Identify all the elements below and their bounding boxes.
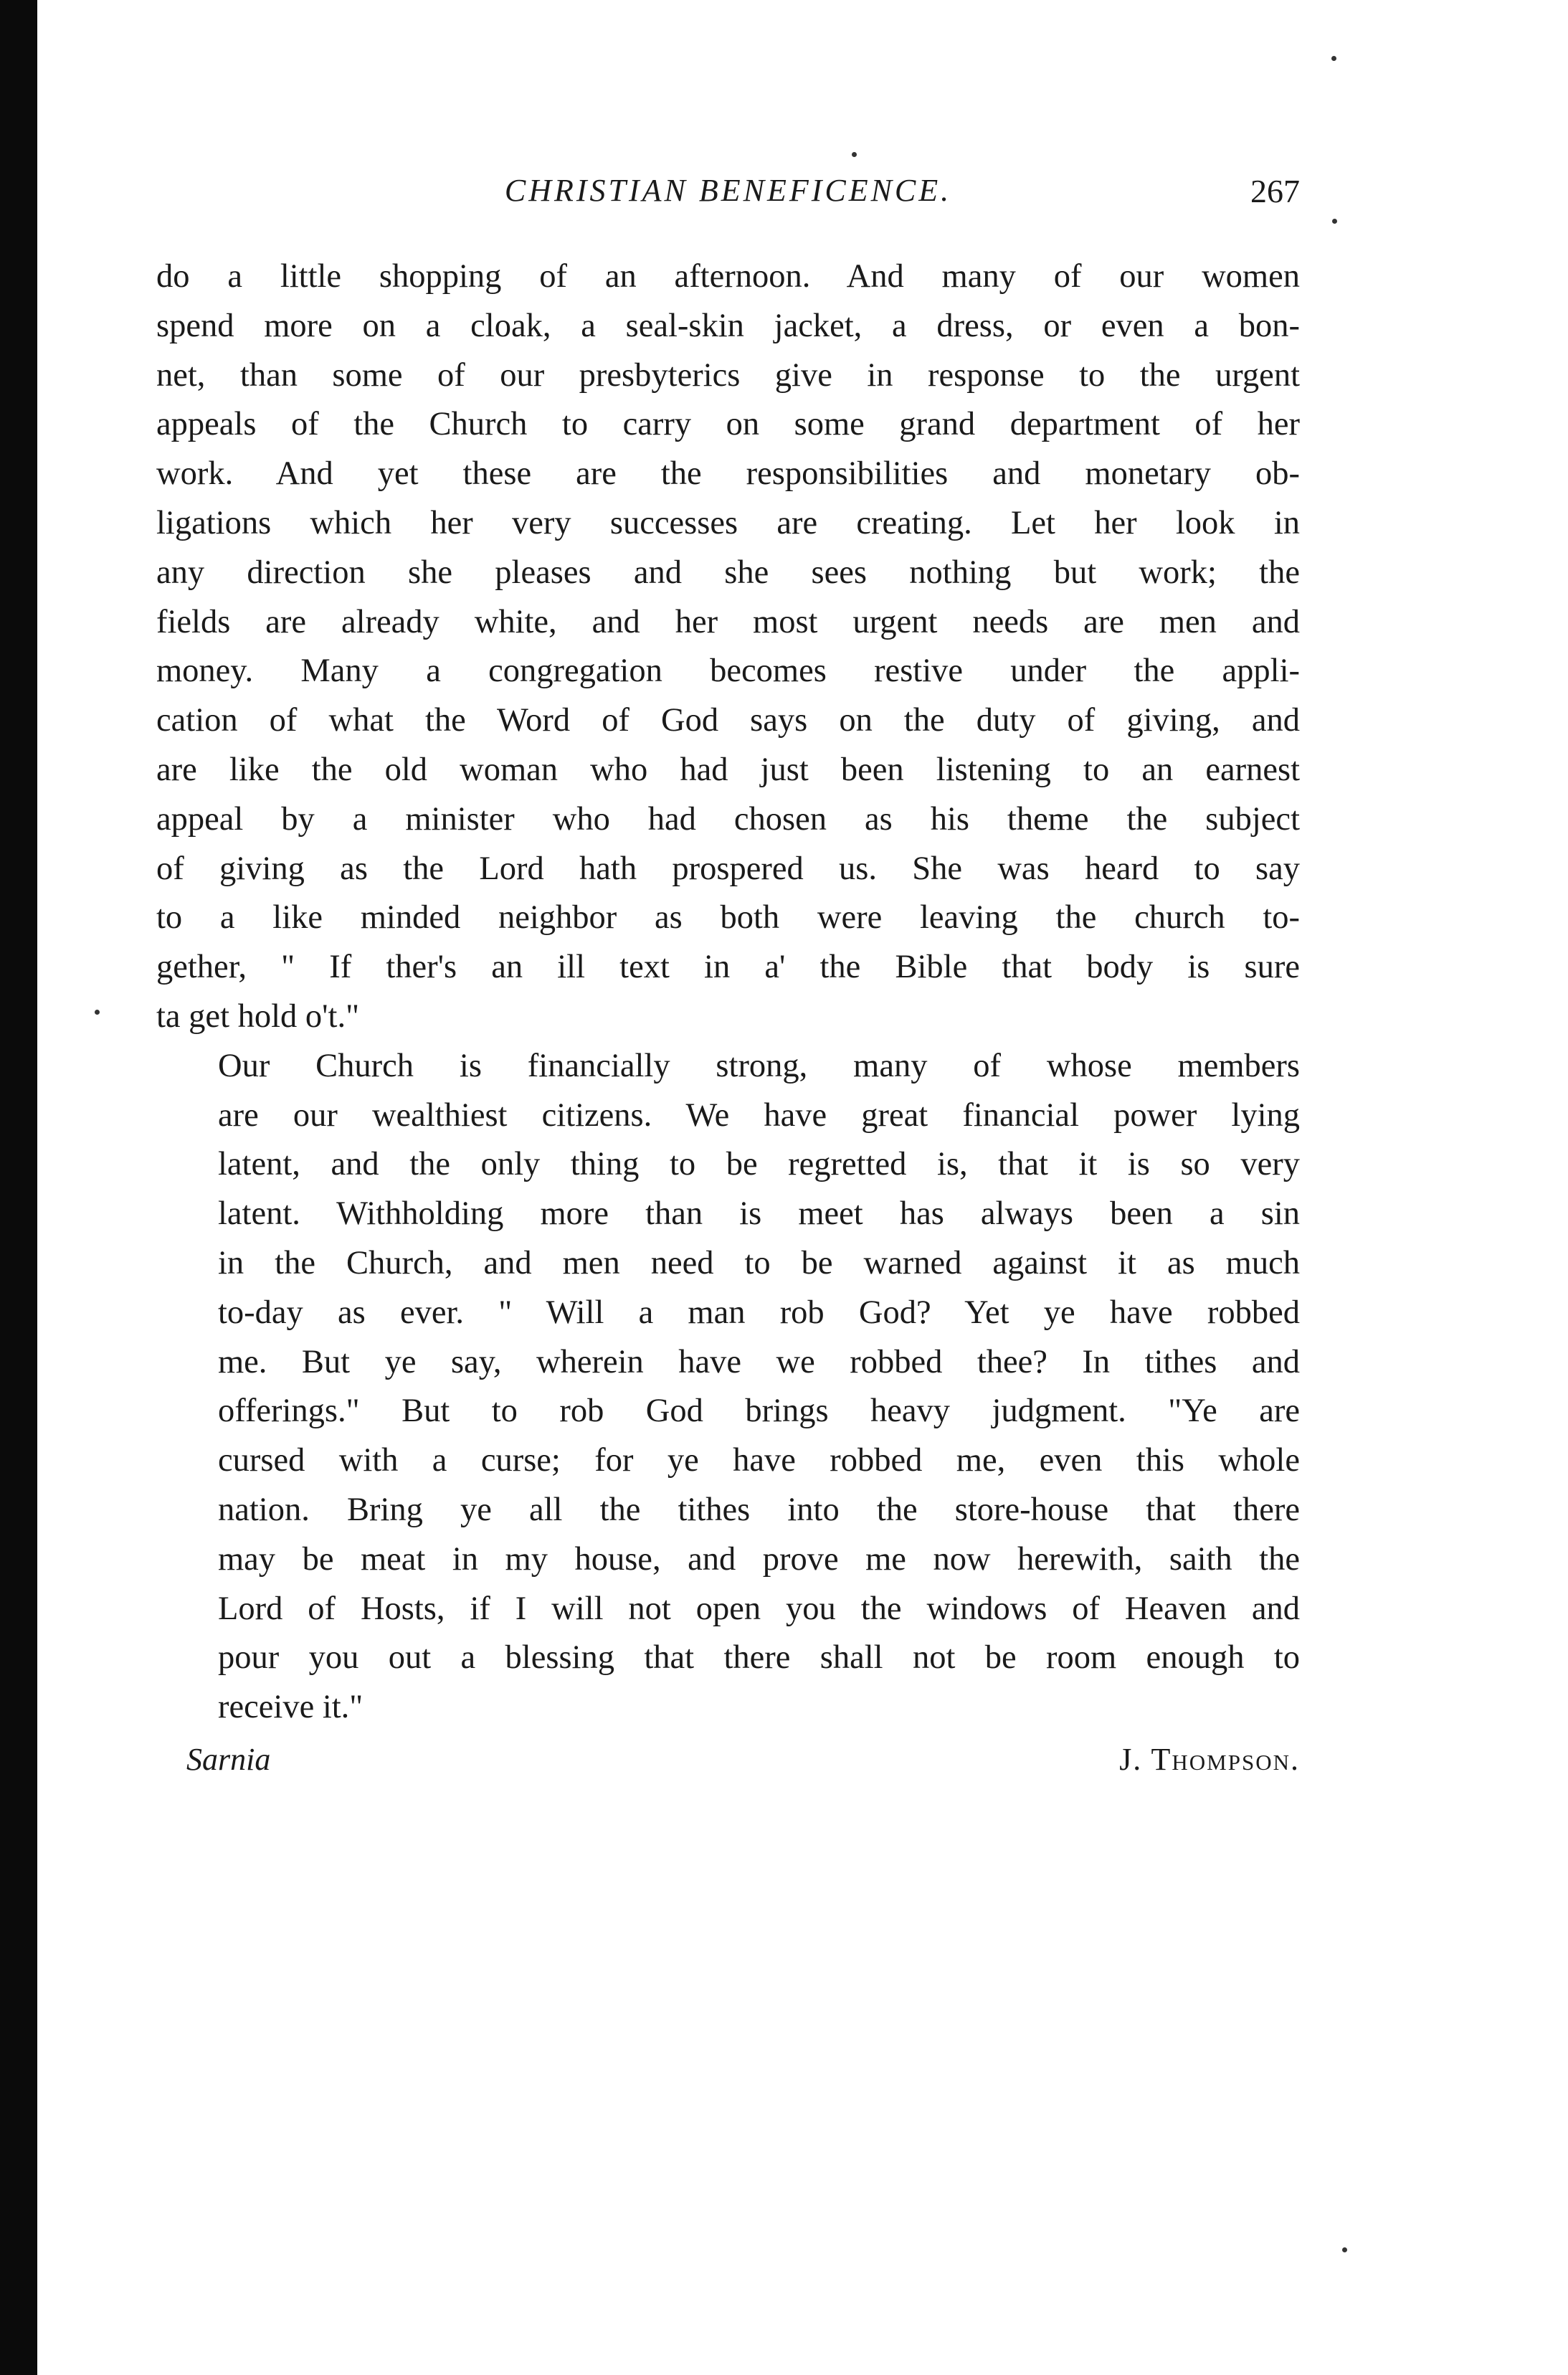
text-line: nation. Bring ye all the tithes into the store-house that there xyxy=(218,1491,1300,1528)
text-line: are like the old woman who had just been listening to an earnest xyxy=(156,751,1300,788)
text-line: do a little shopping of an afternoon. And many of our women xyxy=(156,258,1300,295)
speck-mark xyxy=(95,1010,100,1015)
text-line: receive it." xyxy=(218,1689,364,1726)
text-line: me. But ye say, wherein have we robbed thee? In tithes and xyxy=(218,1343,1300,1380)
text-line: ligations which her very successes are creating. Let her look in xyxy=(156,504,1300,541)
signature-place: Sarnia xyxy=(186,1741,271,1777)
signature-author: J. Thompson. xyxy=(1119,1741,1300,1777)
text-line: appeal by a minister who had chosen as his theme the subject xyxy=(156,800,1300,838)
speck-mark xyxy=(1332,219,1337,224)
text-line: to a like minded neighbor as both were leaving the church to- xyxy=(156,899,1300,937)
text-line: net, than some of our presbyterics give in response to the urgent xyxy=(156,356,1300,394)
text-line: spend more on a cloak, a seal-skin jacket, a dress, or even a bon- xyxy=(156,307,1300,344)
text-line: are our wealthiest citizens. We have great financial power lying xyxy=(218,1096,1300,1134)
signature-block xyxy=(156,1741,1300,1791)
text-line: latent, and the only thing to be regretted is, that it is so very xyxy=(218,1146,1300,1183)
scan-edge-shadow xyxy=(0,0,37,2375)
paragraph xyxy=(156,1042,1300,1732)
text-line: cation of what the Word of God says on the duty of giving, and xyxy=(156,702,1300,739)
text-line: fields are already white, and her most urgent needs are men and xyxy=(156,603,1300,640)
text-line: appeals of the Church to carry on some grand department of her xyxy=(156,406,1300,443)
text-line: latent. Withholding more than is meet has always been a sin xyxy=(218,1195,1300,1233)
text-line: gether, " If ther's an ill text in a' the Bible that body is sure xyxy=(156,949,1300,986)
running-title: CHRISTIAN BENEFICENCE. xyxy=(504,173,952,208)
text-line: Our Church is financially strong, many of whose members xyxy=(218,1047,1300,1084)
text-line: Lord of Hosts, if I will not open you the windows of Heaven and xyxy=(218,1590,1300,1627)
text-line: money. Many a congregation becomes restive under the appli- xyxy=(156,653,1300,690)
text-line: any direction she pleases and she sees nothing but work; the xyxy=(156,554,1300,591)
text-line: offerings." But to rob God brings heavy judgment. "Ye are xyxy=(218,1393,1300,1430)
speck-mark xyxy=(1331,56,1336,61)
speck-mark xyxy=(1342,2247,1347,2252)
text-line: cursed with a curse; for ye have robbed me, even this whole xyxy=(218,1442,1300,1479)
paragraph xyxy=(156,252,1300,1042)
page-number: 267 xyxy=(1250,173,1300,209)
text-line: work. And yet these are the responsibilities and monetary ob- xyxy=(156,455,1300,493)
text-line: pour you out a blessing that there shall not be room enough to xyxy=(218,1639,1300,1677)
text-line: of giving as the Lord hath prospered us. She was heard to say xyxy=(156,850,1300,887)
text-line: ta get hold o't." xyxy=(156,997,360,1035)
book-page xyxy=(156,172,1300,1791)
running-head xyxy=(156,172,1300,222)
body-text xyxy=(156,252,1300,1732)
speck-mark xyxy=(852,152,857,157)
text-line: to-day as ever. " Will a man rob God? Yet ye have robbed xyxy=(218,1294,1300,1331)
text-line: may be meat in my house, and prove me now herewith, saith the xyxy=(218,1540,1300,1578)
text-line: in the Church, and men need to be warned against it as much xyxy=(218,1244,1300,1281)
